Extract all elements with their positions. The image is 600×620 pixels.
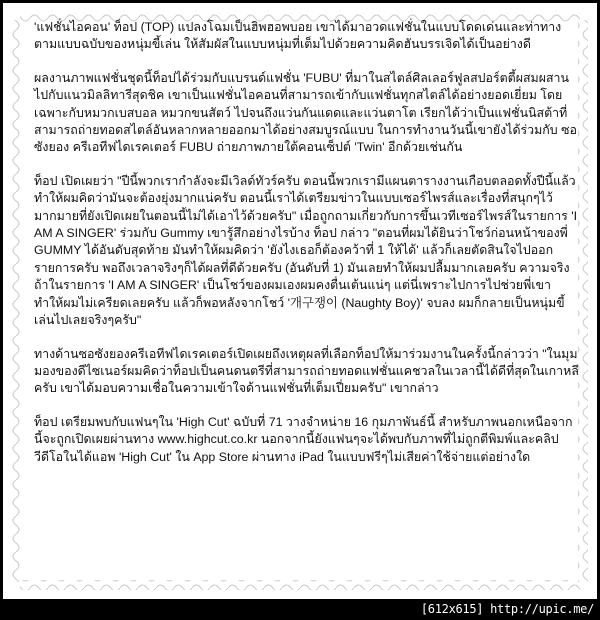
stamp-card [3, 3, 597, 599]
image-host-footer [0, 599, 600, 620]
paragraph-fubu: ผลงานภาพแฟชั่นชุดนี้ท็อปได้ร่วมกับแบรนด์แฟชั่น 'FUBU' ที่มาในสไตล์ศิลเลอร์ฟูลสปอร์ตตี้ผสมผสานไปกับแนวมิลลิทารีสุดชิค เขาเป็นแฟชั่นไอคอนที่สามารถเข้ากับแฟชั่นทุกสไตล์ได้อย่างยอดเยี่ยม โดยเฉพาะกับหมวกเบสบอล หมวกขนสัตว์ ไปจนถึงแว่นกันแดดและแว่นตาโต เรียกได้ว่าเป็นแฟชั่นนิสต้าที่สามารถถ่ายทอดสไตล์อันหลากหลายออกมาได้อย่างสมบูรณ์แบบ ในการทำงานวันนี้เขายังได้ร่วมกับ ซอซังยอง ครีเอทีฟไดเรคเตอร์ FUBU ถ่ายภาพภายใต้คอนเซ็ปต์ 'Twin' อีกด้วยเช่นกัน [34, 70, 577, 155]
paragraph-intro: 'แฟชั่นไอคอน' ท็อป (TOP) แปลงโฉมเป็นฮิพฮอพบอย เขาได้มาอวดแฟชั่นในแบบโดดเด่นและท่าทางตามแบบฉบับของหนุ่มขี้เล่น ให้สัมผัสในแบบหนุ่มที่เต็มไปด้วยความคิดฮันบรรเจิดได้เป็นอย่างดี [34, 20, 562, 52]
image-info-link[interactable]: [612x615] http://upic.me/ [420, 602, 594, 616]
paragraph-director: ทางด้านซอซังยองครีเอทีฟไดเรคเตอร์เปิดเผยถึงเหตุผลที่เลือกท็อปให้มาร่วมงานในครั้งนี้กล่าวว่า "ในมุมมองของดีไซเนอร์ผมคิดว่าท็อปเป็นคนดนตรีที่สามารถถ่ายทอดแฟชั่นแคชวลในเวลานี้ได้ดีที่สุดในเกาหลีครับ เขาได้มอบความเชื่อในความเข้าใจด้านแฟชั่นที่เต็มเปี่ยมครับ" เขากล่าว [34, 346, 579, 396]
article-body [34, 19, 579, 482]
paragraph-highcut: ท็อป เตรียมพบกับแฟนๆใน 'High Cut' ฉบับที่ 71 วางจำหน่าย 16 กุมภาพันธ์นี้ สำหรับภาพนอกเหนือจากนี้จะถูกเปิดเผยผ่านทาง www.highcut.co.kr นอกจากนี้ยังแฟนๆจะได้พบกับภาพที่ไม่ถูกตีพิมพ์และคลิปวีดีโอในได้แอพ 'High Cut' ใน App Store ผ่านทาง iPad ในแบบฟรีๆไม่เสียค่าใช้จ่ายแต่อย่างใด [34, 414, 573, 464]
paragraph-interview: ท็อป เปิดเผยว่า "ปีนี้พวกเรากำลังจะมีเวิลด์ทัวร์ครับ ตอนนี้พวกเรามีแผนตารางงานเกือบตลอดทั้งปีนี้แล้ว ทำให้ผมคิดว่ามันจะต้องยุ่งมากแน่ครับ ตอนนี้เราได้เตรียมข่าวในแบบเซอร์ไพรส์และเรื่องที่สนุกๆไว้มากมายที่ยังเปิดเผยในตอนนี้ไม่ได้เอาไว้ด้วยครับ" เมื่อถูกถามเกี่ยวกับการขึ้นเวทีเซอร์ไพรส์ในรายการ 'I AM A SINGER' ร่วมกับ Gummy เขารู้สึกอย่างไรบ้าง ท็อป กล่าว "ตอนที่ผมได้ยินว่าโชว์ก่อนหน้าของพี่ GUMMY ได้อันดับสุดท้าย มันทำให้ผมคิดว่า 'ยังไงเธอก็ต้องคว้าที่ 1 ให้ได้' แล้วก็เลยตัดสินใจไปออกรายการครับ พอถึงเวลาจริงๆก็ได้ผลที่ดีด้วยครับ (อันดับที่ 1) มันเลยทำให้ผมปลื้มมากเลยครับ ความจริงถ้าในรายการ 'I AM A SINGER' เป็นโชว์ของผมเองผมคงตื่นเต้นแน่ๆ แต่นี่เพราะไปการไปช่วยพี่เขาทำให้ผมไม่เครียดเลยครับ แล้วก็พอหลังจากโชว์ '개구쟁이 (Naughty Boy)' จบลง ผมก็กลายเป็นหนุ่มขี้เล่นไปเลยจริงๆครับ" [34, 173, 578, 328]
